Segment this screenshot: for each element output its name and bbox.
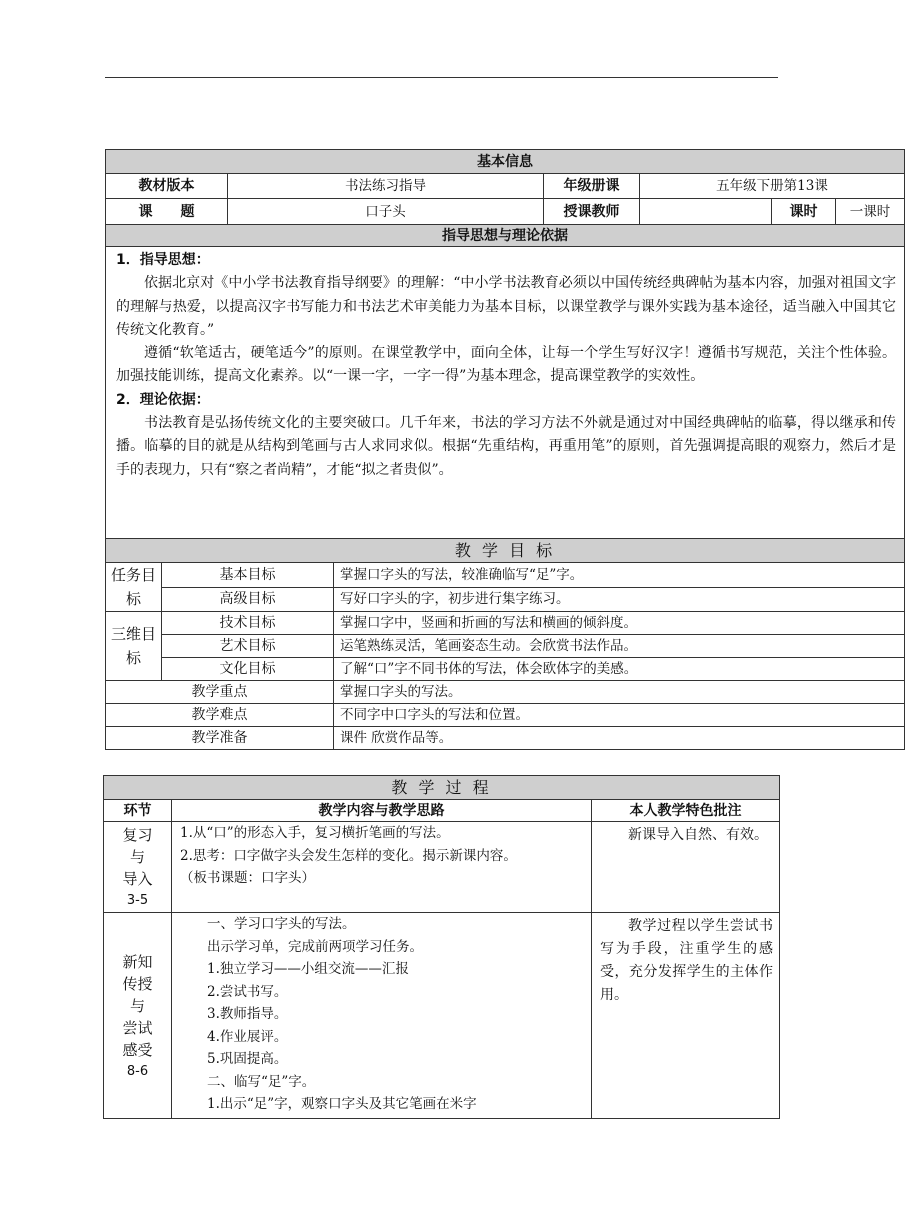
note-text: 教学过程以学生尝试书写为手段，注重学生的感受，充分发挥学生的主体作用。 bbox=[600, 918, 774, 1003]
technical-objective-value: 掌握口字中，竖画和折画的写法和横画的倾斜度。 bbox=[334, 612, 905, 635]
basic-info-title: 基本信息 bbox=[106, 150, 905, 174]
content-line: （板书课题：口字头） bbox=[180, 870, 315, 886]
process-title: 教 学 过 程 bbox=[104, 776, 780, 800]
teacher-value bbox=[640, 199, 772, 225]
grade-label: 年级册课 bbox=[544, 174, 640, 199]
topic-label: 课 题 bbox=[106, 199, 228, 225]
stage-line: 传授 bbox=[122, 974, 153, 993]
header-rule bbox=[105, 77, 778, 78]
basic-objective-label: 基本目标 bbox=[162, 563, 334, 588]
artistic-objective-value: 运笔熟练灵活，笔画姿态生动。会欣赏书法作品。 bbox=[334, 635, 905, 658]
stage-line: 尝试 bbox=[122, 1018, 153, 1037]
stage-line: 感受 bbox=[122, 1040, 153, 1059]
objectives-title: 教 学 目 标 bbox=[106, 539, 905, 563]
grade-value: 五年级下册第13课 bbox=[640, 174, 905, 199]
note-cell bbox=[592, 822, 780, 913]
artistic-objective-label: 艺术目标 bbox=[162, 635, 334, 658]
hours-value: 一课时 bbox=[836, 199, 905, 225]
cultural-objective-value: 了解“口”字不同书体的写法，体会欧体字的美感。 bbox=[334, 658, 905, 681]
content-line: 4.作业展评。 bbox=[207, 1028, 288, 1045]
content-line: 1.独立学习——小组交流——汇报 bbox=[207, 961, 409, 977]
topic-value: 口子头 bbox=[228, 199, 544, 225]
guidance-heading-1: 1．指导思想： bbox=[116, 252, 210, 268]
content-line: 1.从“口”的形态入手，复习横折笔画的写法。 bbox=[180, 825, 450, 841]
guidance-paragraph-3: 书法教育是弘扬传统文化的主要突破口。几千年来，书法的学习方法不外就是通过对中国经典碑帖的临摹，得以继承和传播。临摹的目的就是从结构到笔画与古人求同求似。根据“先重结构，再重用笔”的原则，首先强调提高眼的观察力，然后才是手的表现力，只有“察之者尚精”，才能“拟之者贵似”。 bbox=[116, 415, 897, 478]
guidance-paragraph-2: 遵循“软笔适古，硬笔适今”的原则。在课堂教学中，面向全体，让每一个学生写好汉字！遵循书写规范，关注个性体验。加强技能训练，提高文化素养。以“一课一字，一字一得”为基本理念，提高课堂教学的实效性。 bbox=[116, 345, 897, 385]
lesson-info-table bbox=[105, 149, 905, 750]
table-row bbox=[104, 913, 780, 1119]
hours-label: 课时 bbox=[772, 199, 836, 225]
textbook-value: 书法练习指导 bbox=[228, 174, 544, 199]
note-column-header: 本人教学特色批注 bbox=[592, 800, 780, 822]
teacher-label: 授课教师 bbox=[544, 199, 640, 225]
task-objectives-group: 任务目标 bbox=[106, 563, 162, 612]
textbook-label: 教材版本 bbox=[106, 174, 228, 199]
teaching-process-table bbox=[103, 775, 780, 1119]
stage-line: 导入 bbox=[122, 870, 153, 888]
teaching-prep-label: 教学准备 bbox=[106, 727, 334, 750]
stage-line: 与 bbox=[129, 996, 145, 1015]
stage-line: 复习 bbox=[122, 826, 153, 844]
teaching-focus-label: 教学重点 bbox=[106, 681, 334, 704]
teaching-difficulty-value: 不同字中口字头的写法和位置。 bbox=[334, 704, 905, 727]
content-cell bbox=[172, 822, 592, 913]
teaching-focus-value: 掌握口字头的写法。 bbox=[334, 681, 905, 704]
stage-line: 8-6 bbox=[126, 1063, 149, 1079]
table-row bbox=[104, 822, 780, 913]
guidance-paragraph-1: 依据北京对《中小学书法教育指导纲要》的理解：“中小学书法教育必须以中国传统经典碑帖为基本内容，加强对祖国文字的理解与热爱，以提高汉字书写能力和书法艺术审美能力为基本目标，以课堂教学与课外实践为基本途径，适当融入中国其它传统文化教育。” bbox=[116, 275, 897, 338]
content-line: 2.尝试书写。 bbox=[207, 983, 288, 1000]
three-dimension-objectives-group: 三维目标 bbox=[106, 612, 162, 681]
content-cell bbox=[172, 913, 592, 1119]
content-line: 2.思考：口字做字头会发生怎样的变化。揭示新课内容。 bbox=[180, 847, 517, 864]
advanced-objective-label: 高级目标 bbox=[162, 587, 334, 612]
teaching-prep-value: 课件 欣赏作品等。 bbox=[334, 727, 905, 750]
stage-line: 与 bbox=[129, 848, 145, 866]
advanced-objective-value: 写好口字头的字，初步进行集字练习。 bbox=[334, 587, 905, 612]
note-cell bbox=[592, 913, 780, 1119]
content-line: 出示学习单，完成前两项学习任务。 bbox=[207, 938, 423, 955]
stage-cell bbox=[104, 822, 172, 913]
teaching-difficulty-label: 教学难点 bbox=[106, 704, 334, 727]
content-line: 一、学习口字头的写法。 bbox=[207, 916, 356, 932]
cultural-objective-label: 文化目标 bbox=[162, 658, 334, 681]
content-line: 5.巩固提高。 bbox=[207, 1051, 288, 1067]
content-line: 1.出示“足”字，观察口字头及其它笔画在米字 bbox=[207, 1096, 477, 1112]
stage-cell bbox=[104, 913, 172, 1119]
stage-column-header: 环节 bbox=[104, 800, 172, 822]
content-column-header: 教学内容与教学思路 bbox=[172, 800, 592, 822]
guidance-title: 指导思想与理论依据 bbox=[106, 225, 905, 247]
note-text: 新课导入自然、有效。 bbox=[628, 827, 768, 843]
content-line: 3.教师指导。 bbox=[207, 1006, 288, 1022]
content-line: 二、临写“足”字。 bbox=[207, 1073, 316, 1090]
guidance-heading-2: 2．理论依据： bbox=[116, 391, 210, 408]
guidance-body bbox=[106, 247, 905, 539]
stage-line: 新知 bbox=[122, 952, 153, 971]
technical-objective-label: 技术目标 bbox=[162, 612, 334, 635]
stage-line: 3-5 bbox=[126, 893, 149, 908]
basic-objective-value: 掌握口字头的写法，较准确临写“足”字。 bbox=[334, 563, 905, 588]
